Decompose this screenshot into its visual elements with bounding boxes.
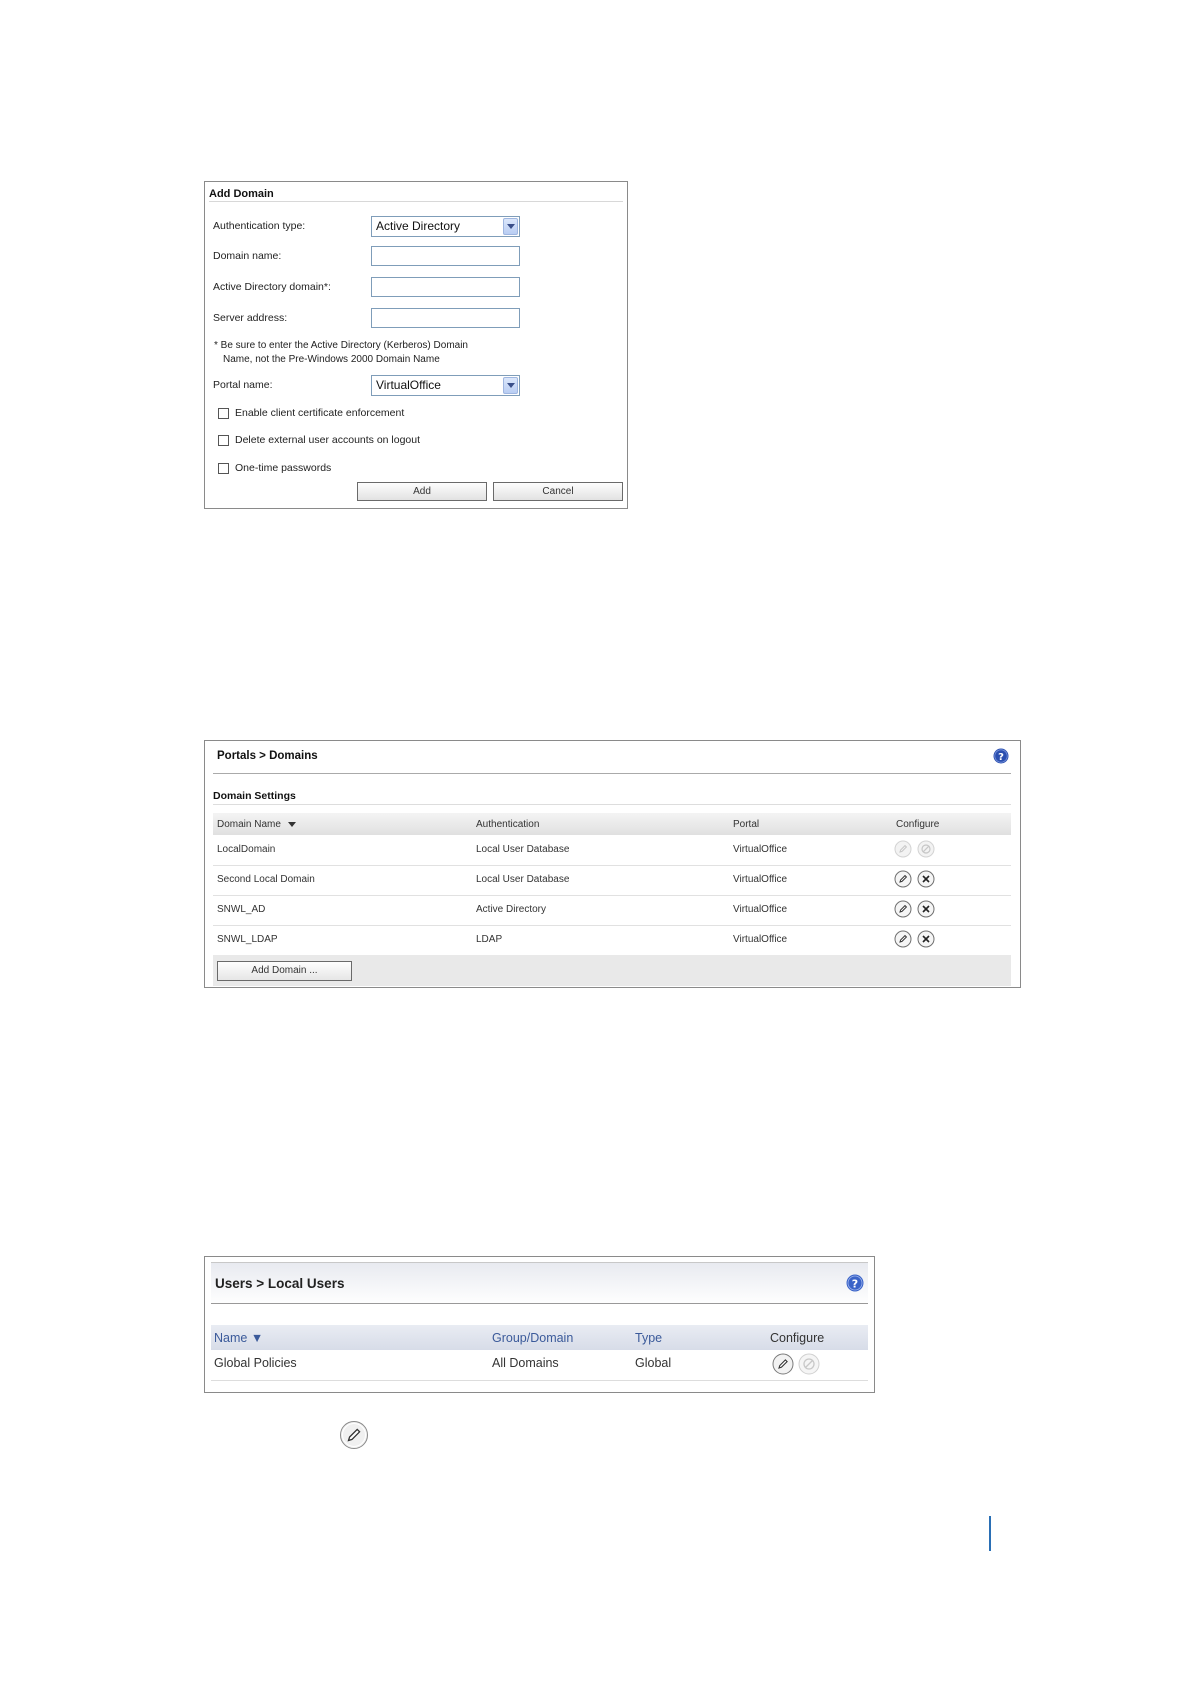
table-row [213, 925, 1011, 955]
portal-name-select[interactable] [371, 375, 520, 396]
group-domain-cell: All Domains [492, 1356, 559, 1370]
delete-external-checkbox[interactable] [218, 435, 229, 446]
client-cert-checkbox[interactable] [218, 408, 229, 419]
authentication-cell: Active Directory [476, 904, 547, 915]
ad-domain-label: Active Directory domain*: [213, 281, 331, 293]
pencil-icon[interactable] [894, 900, 912, 918]
domain-name-cell: Second Local Domain [217, 874, 315, 885]
table-row [213, 835, 1011, 866]
section-title: Domain Settings [213, 790, 296, 802]
delete-external-label: Delete external user accounts on logout [235, 434, 421, 446]
delete-icon[interactable] [917, 930, 935, 948]
chevron-down-icon[interactable] [503, 218, 518, 235]
portal-cell: VirtualOffice [733, 844, 788, 855]
table-header [213, 813, 1011, 835]
add-domain-dialog [204, 181, 628, 509]
column-header-portal[interactable]: Portal [733, 819, 760, 830]
user-name-cell: Global Policies [214, 1356, 297, 1370]
page-title: Users > Local Users [215, 1276, 345, 1291]
title-divider [211, 1303, 868, 1304]
portals-domains-panel [204, 740, 1021, 988]
server-address-label: Server address: [213, 312, 288, 324]
disabled-icon [798, 1353, 820, 1375]
page-title: Portals > Domains [217, 750, 318, 762]
page-marker [989, 1516, 991, 1551]
dialog-title: Add Domain [209, 188, 274, 200]
table-row [211, 1350, 868, 1381]
domain-name-cell: SNWL_LDAP [217, 934, 278, 945]
title-divider [209, 201, 623, 202]
portal-cell: VirtualOffice [733, 934, 788, 945]
portal-name-label: Portal name: [213, 379, 273, 391]
delete-icon[interactable] [917, 870, 935, 888]
title-divider [213, 773, 1011, 774]
svg-text:?: ? [851, 1277, 859, 1291]
domain-name-cell: SNWL_AD [217, 904, 266, 915]
add-domain-button[interactable]: Add Domain ... [217, 961, 352, 981]
server-address-input[interactable] [371, 308, 520, 328]
table-row [213, 895, 1011, 926]
pencil-icon[interactable] [894, 870, 912, 888]
local-users-panel [204, 1256, 875, 1393]
domain-name-cell: LocalDomain [217, 844, 276, 855]
disabled-icon [917, 840, 935, 858]
svg-text:?: ? [998, 752, 1004, 763]
column-header-group-domain[interactable]: Group/Domain [492, 1331, 574, 1345]
column-header-type[interactable]: Type [635, 1331, 663, 1345]
portal-cell: VirtualOffice [733, 904, 788, 915]
domain-name-input[interactable] [371, 246, 520, 266]
ad-domain-input[interactable] [371, 277, 520, 297]
pencil-icon [894, 840, 912, 858]
chevron-down-icon[interactable] [503, 377, 518, 394]
column-header-configure: Configure [770, 1331, 825, 1345]
client-cert-label: Enable client certificate enforcement [235, 407, 405, 419]
pencil-icon [339, 1420, 369, 1450]
sort-down-icon [288, 822, 296, 827]
auth-type-select[interactable] [371, 216, 520, 237]
ad-note-line-1: * Be sure to enter the Active Directory (Kerberos) Domain [214, 340, 468, 351]
portal-name-value: VirtualOffice [376, 378, 441, 392]
domain-name-label: Domain name: [213, 250, 282, 262]
table-footer [213, 955, 1011, 986]
auth-type-label: Authentication type: [213, 220, 306, 232]
authentication-cell: LDAP [476, 934, 503, 945]
type-cell: Global [635, 1356, 672, 1370]
column-header-configure: Configure [896, 819, 940, 830]
column-header-authentication[interactable]: Authentication [476, 819, 540, 830]
column-header-name[interactable]: Name ▼ [214, 1331, 264, 1345]
portal-cell: VirtualOffice [733, 874, 788, 885]
cancel-button[interactable]: Cancel [493, 482, 623, 501]
pencil-icon[interactable] [894, 930, 912, 948]
ad-note-line-2: Name, not the Pre-Windows 2000 Domain Name [223, 354, 440, 365]
otp-label: One-time passwords [235, 462, 332, 474]
help-icon[interactable] [993, 748, 1009, 764]
delete-icon[interactable] [917, 900, 935, 918]
otp-checkbox[interactable] [218, 463, 229, 474]
table-row [213, 865, 1011, 896]
authentication-cell: Local User Database [476, 874, 570, 885]
authentication-cell: Local User Database [476, 844, 570, 855]
pencil-icon[interactable] [772, 1353, 794, 1375]
section-divider [213, 804, 1011, 805]
help-icon[interactable] [846, 1274, 864, 1292]
column-header-domain-name[interactable]: Domain Name [217, 819, 296, 830]
add-button[interactable]: Add [357, 482, 487, 501]
auth-type-value: Active Directory [376, 219, 461, 233]
table-header [211, 1325, 868, 1350]
